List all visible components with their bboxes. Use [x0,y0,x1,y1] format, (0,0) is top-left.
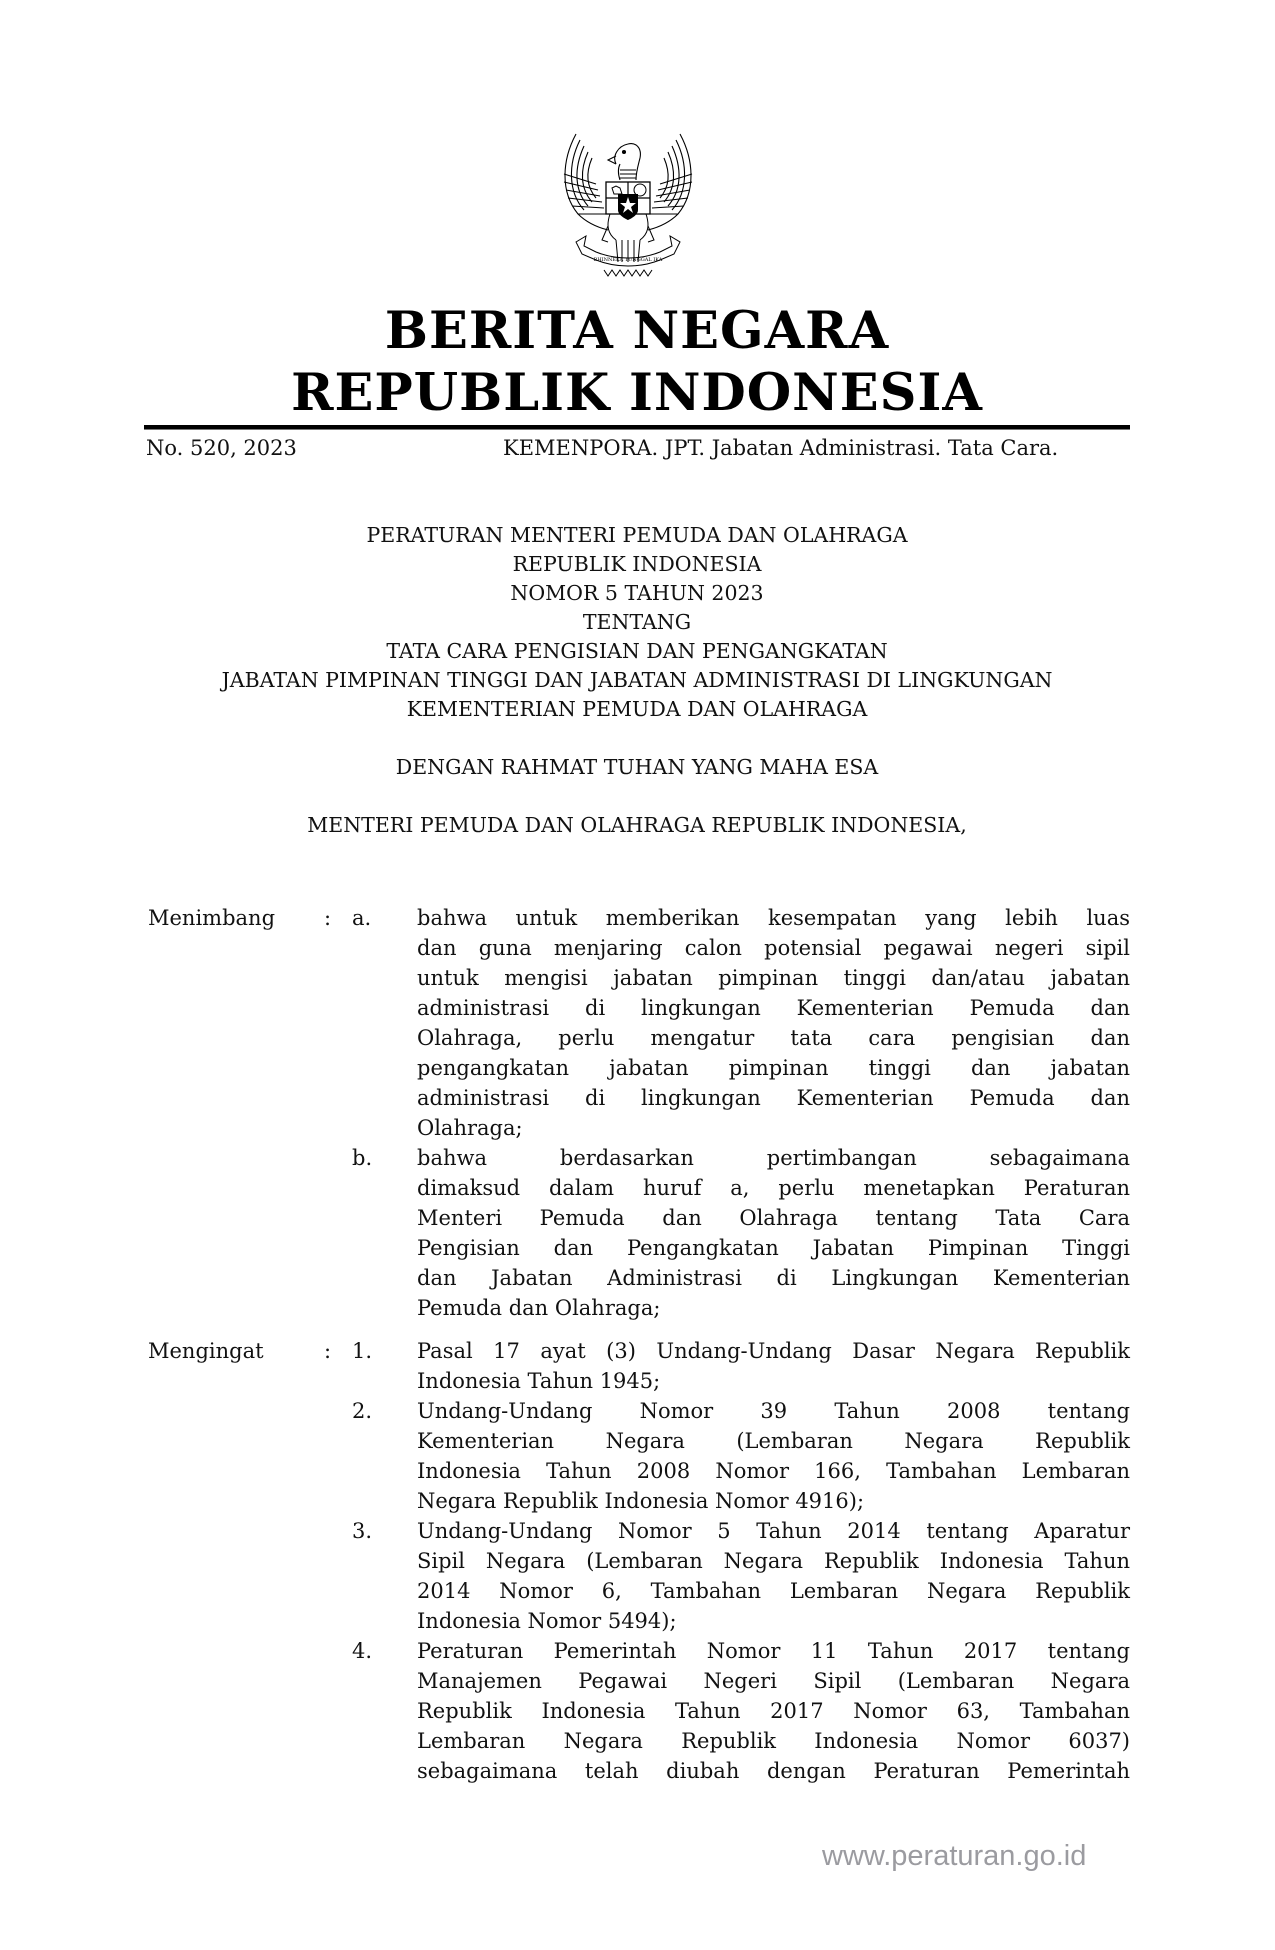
item-text [417,1143,1130,1323]
text-line: Indonesia Nomor 5494); [417,1609,677,1633]
item-text [417,1396,1130,1516]
masthead-title-line2: REPUBLIK INDONESIA [291,363,983,423]
text-line: untuk mengisi jabatan pimpinan tinggi dan/atau jabatan [417,966,1130,990]
text-line: pengangkatan jabatan pimpinan tinggi dan jabatan [417,1056,1130,1080]
text-line: administrasi di lingkungan Kementerian Pemuda dan [417,996,1130,1020]
text-line: Pemuda dan Olahraga; [417,1296,661,1320]
regulation-title-line: PERATURAN MENTERI PEMUDA DAN OLAHRAGA [366,523,908,547]
text-line: Menteri Pemuda dan Olahraga tentang Tata Cara [417,1206,1130,1230]
gazette-number: No. 520, 2023 [146,436,297,460]
text-line: Olahraga, perlu mengatur tata cara pengisian dan [417,1026,1130,1050]
text-line: Peraturan Pemerintah Nomor 11 Tahun 2017 tentang [417,1639,1130,1663]
item-marker: b. [352,1146,373,1170]
section-label: Mengingat [148,1339,264,1363]
emblem-motto: BHINNEKA TUNGGAL IKA [593,257,663,263]
text-line: Pengisian dan Pengangkatan Jabatan Pimpinan Tinggi [417,1236,1130,1260]
text-line: dimaksud dalam huruf a, perlu menetapkan Peraturan [417,1176,1130,1200]
item-text [417,1336,1130,1396]
text-line: dan guna menjaring calon potensial pegawai negeri sipil [417,936,1130,960]
regulation-subject-line: JABATAN PIMPINAN TINGGI DAN JABATAN ADMINISTRASI DI LINGKUNGAN [221,668,1053,692]
section-label: Menimbang [148,906,276,930]
regulation-number: NOMOR 5 TAHUN 2023 [510,581,764,605]
invocation-line: DENGAN RAHMAT TUHAN YANG MAHA ESA [395,755,879,779]
item-text [417,1516,1130,1636]
text-line: dan Jabatan Administrasi di Lingkungan Kementerian [417,1266,1130,1290]
masthead-title-line1: BERITA NEGARA [384,301,890,361]
item-marker: 4. [352,1639,373,1663]
regulation-title-line: REPUBLIK INDONESIA [512,552,762,576]
watermark-link[interactable]: www.peraturan.go.id [822,1840,1087,1872]
text-line: Undang-Undang Nomor 39 Tahun 2008 tentang [417,1399,1130,1423]
text-line: Lembaran Negara Republik Indonesia Nomor 6037) [417,1729,1130,1753]
text-line: Indonesia Tahun 2008 Nomor 166, Tambahan Lembaran [417,1459,1130,1483]
section-colon: : [324,906,332,930]
text-line: bahwa untuk memberikan kesempatan yang lebih luas [417,906,1130,930]
text-line: Kementerian Negara (Lembaran Negara Republik [417,1429,1130,1453]
gazette-topic: KEMENPORA. JPT. Jabatan Administrasi. Tata Cara. [503,436,1059,460]
text-line: Pasal 17 ayat (3) Undang-Undang Dasar Negara Republik [417,1339,1130,1363]
item-marker: a. [352,906,372,930]
text-line: Sipil Negara (Lembaran Negara Republik Indonesia Tahun [417,1549,1130,1573]
regulation-title-block [144,521,1130,724]
regulation-subject-line: TATA CARA PENGISIAN DAN PENGANGKATAN [386,639,888,663]
regulation-subject-line: KEMENTERIAN PEMUDA DAN OLAHRAGA [406,697,868,721]
text-line: Undang-Undang Nomor 5 Tahun 2014 tentang Aparatur [417,1519,1130,1543]
text-line: sebagaimana telah diubah dengan Peraturan Pemerintah [417,1759,1130,1783]
text-line: 2014 Nomor 6, Tambahan Lembaran Negara Republik [417,1579,1130,1603]
text-line: Republik Indonesia Tahun 2017 Nomor 63, Tambahan [417,1699,1130,1723]
text-line: bahwa berdasarkan pertimbangan sebagaimana [417,1146,1130,1170]
text-line: Olahraga; [417,1116,523,1140]
masthead-rule-divider-thin [144,429,1130,430]
text-line: Manajemen Pegawai Negeri Sipil (Lembaran Negara [417,1669,1130,1693]
section-colon: : [324,1339,332,1363]
item-marker: 3. [352,1519,373,1543]
text-line: administrasi di lingkungan Kementerian Pemuda dan [417,1086,1130,1110]
text-line: Negara Republik Indonesia Nomor 4916); [417,1489,865,1513]
garuda-pancasila-emblem-icon [556,130,700,286]
text-line: Indonesia Tahun 1945; [417,1369,661,1393]
item-marker: 2. [352,1399,373,1423]
item-text [417,903,1130,1143]
item-marker: 1. [352,1339,373,1363]
item-text [417,1636,1130,1786]
regulation-title-line: TENTANG [582,610,692,634]
minister-line: MENTERI PEMUDA DAN OLAHRAGA REPUBLIK INDONESIA, [307,813,967,837]
